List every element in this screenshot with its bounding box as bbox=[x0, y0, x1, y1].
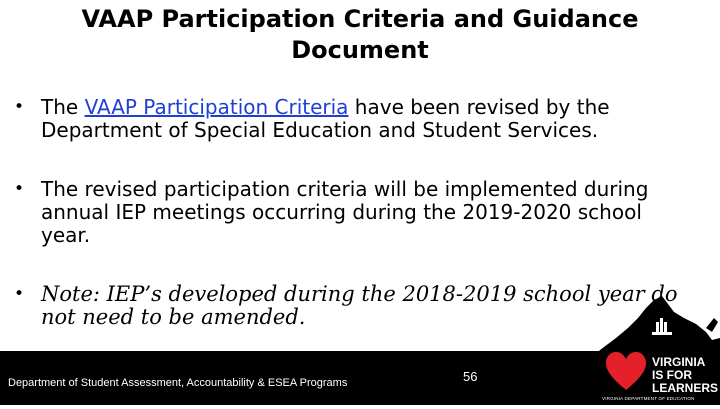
virginia-is-for-learners-logo bbox=[588, 288, 720, 405]
page-number: 56 bbox=[463, 369, 478, 384]
slide-title: VAAP Participation Criteria and Guidance Document bbox=[81, 5, 639, 64]
logo-subtitle: VIRGINIA DEPARTMENT OF EDUCATION bbox=[602, 396, 695, 401]
bullet-dot-icon: • bbox=[14, 97, 25, 117]
logo-line-learners: LEARNERS bbox=[652, 381, 719, 395]
logo-line-virginia: VIRGINIA bbox=[652, 355, 706, 369]
note-text: Note: IEP’s developed during the 2018-2019 school year do not need to be amended. bbox=[41, 282, 678, 329]
heart-icon bbox=[604, 350, 648, 392]
bullet-item bbox=[14, 178, 694, 247]
bullet-dot-icon: • bbox=[14, 179, 25, 199]
vaap-criteria-link[interactable]: VAAP Participation Criteria bbox=[84, 95, 349, 119]
bullet-text-before: The bbox=[41, 95, 85, 119]
bullet-text: The revised participation criteria will be implemented during annual IEP meetings occurring during the 2019-2020 school year. bbox=[41, 177, 649, 247]
logo-line-is-for: IS FOR bbox=[652, 368, 693, 382]
bullet-item bbox=[14, 96, 694, 142]
bullet-text-after: have been revised by the Department of Special Education and Student Services. bbox=[41, 95, 610, 142]
bullet-dot-icon: • bbox=[14, 284, 25, 304]
footer-department-text: Department of Student Assessment, Accountability & ESEA Programs bbox=[8, 377, 348, 389]
